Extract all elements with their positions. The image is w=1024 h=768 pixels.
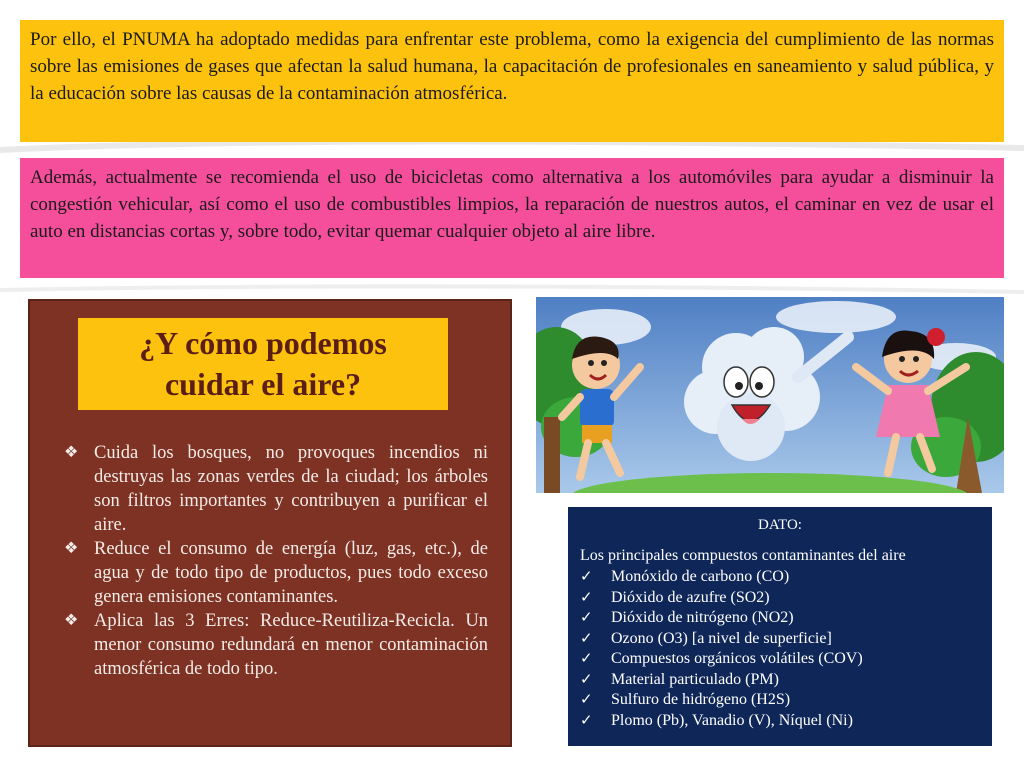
pollutant-label: Plomo (Pb), Vanadio (V), Níquel (Ni) <box>611 711 853 729</box>
checkmark-icon: ✓ <box>580 569 593 585</box>
list-item <box>580 670 980 691</box>
checkmark-icon: ✓ <box>580 589 593 606</box>
checkmark-icon: ✓ <box>580 692 593 708</box>
care-air-title-line1: ¿Y cómo podemos <box>139 325 387 361</box>
care-air-panel <box>28 299 512 747</box>
list-item <box>64 537 488 609</box>
pollutant-label: Material particulado (PM) <box>611 670 779 688</box>
tip-text: Aplica las 3 Erres: Reduce-Reutiliza-Recicla. Un menor consumo redundará en menor contaminación atmosférica de todo tipo. <box>94 611 488 679</box>
dato-panel <box>568 507 992 746</box>
dato-intro: Los principales compuestos contaminantes del aire <box>580 546 906 564</box>
tip-text: Reduce el consumo de energía (luz, gas, etc.), de agua y de todo tipo de productos, pues todo exceso genera emisiones contaminantes. <box>94 539 488 607</box>
cartoon-illustration <box>536 297 1004 493</box>
list-item <box>64 441 488 537</box>
checkmark-icon: ✓ <box>580 630 593 647</box>
four-diamond-bullet-icon: ❖ <box>64 612 79 629</box>
tip-text: Cuida los bosques, no provoques incendios ni destruyas las zonas verdes de la ciudad; los árboles son filtros importantes y contribuyen a purificar el aire. <box>94 443 488 535</box>
dato-title: DATO: <box>758 517 802 533</box>
list-item <box>64 609 488 681</box>
recommendations-text: Además, actualmente se recomienda el uso de bicicletas como alternativa a los automóviles para ayudar a disminuir la congestión vehicular, así como el uso de combustibles limpios, la reparación de nuestros autos, el caminar en vez de usar el auto en distancias cortas y, sobre todo, evitar quemar cualquier objeto al aire libre. <box>30 167 994 242</box>
care-tips-list <box>64 441 488 681</box>
pollutant-label: Dióxido de azufre (SO2) <box>611 588 770 606</box>
checkmark-icon: ✓ <box>580 671 593 688</box>
list-item <box>580 567 980 588</box>
pollutant-label: Dióxido de nitrógeno (NO2) <box>611 609 794 626</box>
care-air-title-line2: cuidar el aire? <box>164 366 362 402</box>
recommendations-paragraph <box>20 158 1004 278</box>
checkmark-icon: ✓ <box>580 610 593 626</box>
list-item <box>580 629 980 650</box>
checkmark-icon: ✓ <box>580 712 593 729</box>
pollutant-label: Compuestos orgánicos volátiles (COV) <box>611 650 863 667</box>
list-item <box>580 690 980 711</box>
pnuma-measures-text: Por ello, el PNUMA ha adoptado medidas para enfrentar este problema, como la exigencia del cumplimiento de las normas sobre las emisiones de gases que afectan la salud humana, la capacitación de profesionales en saneamiento y salud pública, y la educación sobre las causas de la contaminación atmosférica. <box>30 29 994 104</box>
list-item <box>580 711 980 732</box>
pollutant-label: Ozono (O3) [a nivel de superficie] <box>611 629 832 647</box>
pollutants-list <box>580 567 980 731</box>
pnuma-measures-paragraph <box>20 20 1004 142</box>
list-item <box>580 649 980 670</box>
pollutant-label: Sulfuro de hidrógeno (H2S) <box>611 691 791 708</box>
pollutant-label: Monóxido de carbono (CO) <box>611 568 790 585</box>
four-diamond-bullet-icon: ❖ <box>64 540 79 557</box>
care-air-title <box>78 318 448 410</box>
list-item <box>580 608 980 629</box>
four-diamond-bullet-icon: ❖ <box>64 444 79 461</box>
checkmark-icon: ✓ <box>580 651 593 667</box>
list-item <box>580 588 980 609</box>
